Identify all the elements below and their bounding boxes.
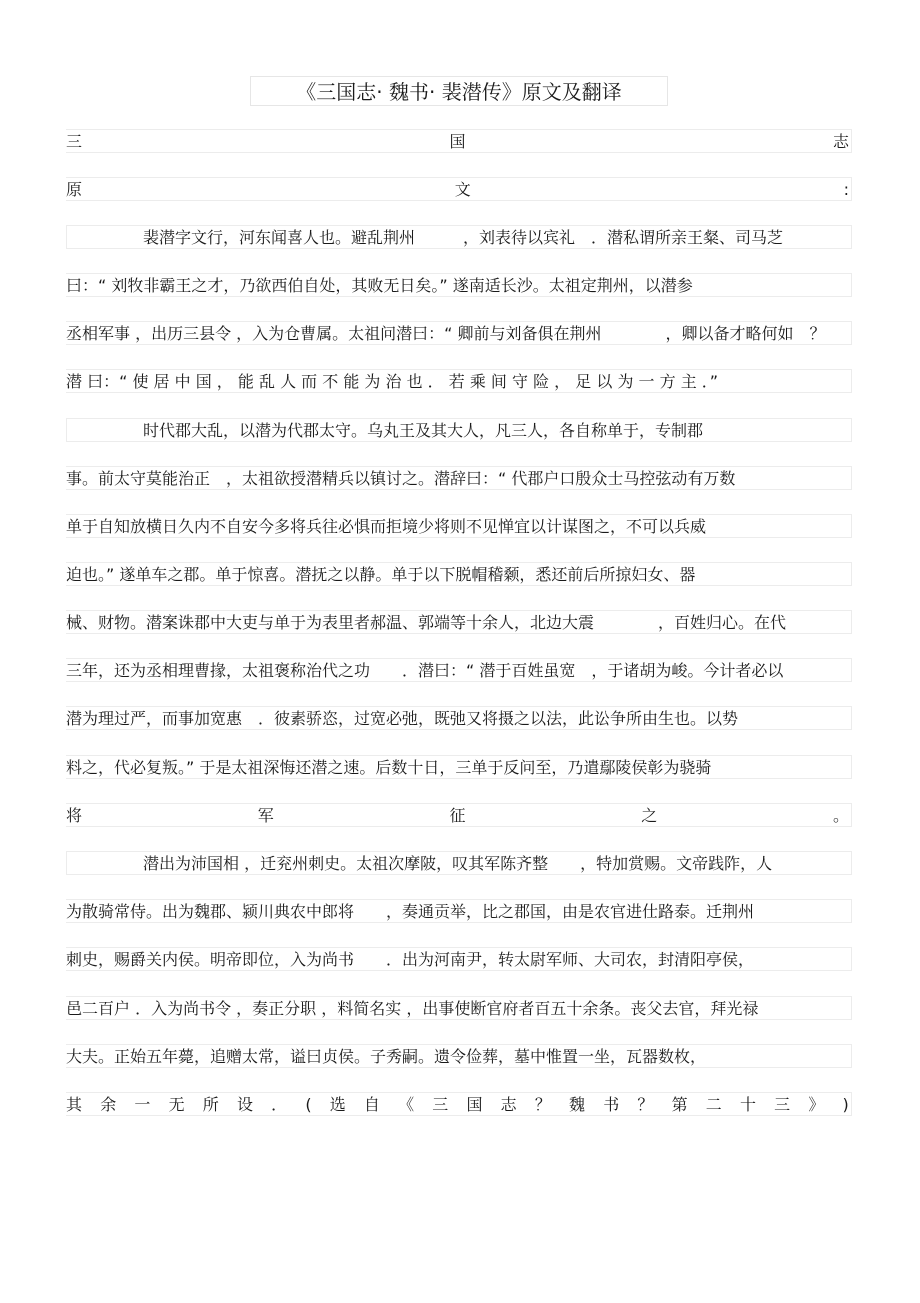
text-line: 曰：“ 刘牧非霸王之才，乃欲西伯自处，其败无日矣。” 遂南适长沙。太祖定荆州，以潜参 bbox=[66, 273, 852, 297]
text-char: 所 bbox=[202, 1095, 219, 1114]
section-heading-original bbox=[66, 177, 852, 201]
text-line: 潜 曰：“ 使 居 中 国 ， 能 乱 人 而 不 能 为 治 也 ． 若 乘 间 守 险 ， 足 以 为 一 方 主 ．” bbox=[66, 369, 852, 393]
text-char: 无 bbox=[168, 1095, 185, 1114]
text-char: 书 bbox=[603, 1095, 620, 1114]
heading-char: 国 bbox=[449, 132, 466, 151]
text-char: 设 bbox=[236, 1095, 253, 1114]
heading-char: 三 bbox=[66, 132, 83, 151]
text-line: 料之，代必复叛。” 于是太祖深悔还潜之速。后数十日，三单于反问至，乃遣鄢陵侯彰为骁骑 bbox=[66, 755, 852, 779]
section-heading-sanguozhi bbox=[66, 129, 852, 153]
text-char: 其 bbox=[66, 1095, 83, 1114]
text-char: 征 bbox=[449, 806, 466, 825]
text-line: 邑二百户 ．入为尚书令 ，奏正分职 ，料简名实 ，出事使断官府者百五十余条。丧父去官，拜光禄 bbox=[66, 996, 852, 1020]
text-char: 军 bbox=[257, 806, 274, 825]
text-line: 三年，还为丞相理曹掾，太祖褒称治代之功 ．潜曰：“ 潜于百姓虽宽 ，于诸胡为峻。今计者必以 bbox=[66, 658, 852, 682]
heading-char: 志 bbox=[832, 132, 849, 151]
text-line: 迫也。” 遂单车之郡。单于惊喜。潜抚之以静。单于以下脱帽稽颡，悉还前后所掠妇女、器 bbox=[66, 562, 852, 586]
text-char: 志 bbox=[500, 1095, 517, 1114]
text-line-spaced bbox=[66, 803, 852, 827]
text-line: 潜出为沛国相 ，迁兖州刺史。太祖次摩陂，叹其军陈齐整 ，特加赏赐。文帝践阼，人 bbox=[66, 851, 852, 875]
text-char: ( bbox=[305, 1095, 312, 1114]
text-char: 余 bbox=[100, 1095, 117, 1114]
text-char: 选 bbox=[329, 1095, 346, 1114]
text-char: ？ bbox=[637, 1095, 654, 1114]
text-char: 国 bbox=[466, 1095, 483, 1114]
text-line-spaced bbox=[66, 1092, 852, 1116]
text-char: 将 bbox=[66, 806, 83, 825]
text-char: 三 bbox=[432, 1095, 449, 1114]
text-char: ． bbox=[271, 1095, 288, 1114]
heading-char: 原 bbox=[66, 180, 83, 199]
text-line: 事。前太守莫能治正 ，太祖欲授潜精兵以镇讨之。潜辞曰：“ 代郡户口殷众士马控弦动有万数 bbox=[66, 466, 852, 490]
text-char: 一 bbox=[134, 1095, 151, 1114]
text-line: 单于自知放横日久内不自安今多将兵往必惧而拒境少将则不见惮宜以计谋图之，不可以兵威 bbox=[66, 514, 852, 538]
text-char: 》 bbox=[808, 1095, 825, 1114]
text-line: 裴潜字文行，河东闻喜人也。避乱荆州 ，刘表待以宾礼 ．潜私谓所亲王粲、司马芝 bbox=[66, 225, 852, 249]
text-line: 潜为理过严，而事加宽惠 ．彼素骄恣，过宽必弛，既弛又将摄之以法，此讼争所由生也。以势 bbox=[66, 706, 852, 730]
text-char: 十 bbox=[739, 1095, 756, 1114]
text-line: 时代郡大乱，以潜为代郡太守。乌丸王及其大人，凡三人，各自称单于，专制郡 bbox=[66, 418, 852, 442]
text-char: ？ bbox=[534, 1095, 551, 1114]
text-line: 大夫。正始五年薨，追赠太常，谥曰贞侯。子秀嗣。遗令俭葬，墓中惟置一坐，瓦器数枚， bbox=[66, 1044, 852, 1068]
text-char: 之 bbox=[641, 806, 658, 825]
text-char: 魏 bbox=[569, 1095, 586, 1114]
text-line: 械、财物。潜案诛郡中大吏与单于为表里者郝温、郭端等十余人，北边大震 ，百姓归心。在代 bbox=[66, 610, 852, 634]
text-char: ) bbox=[842, 1095, 849, 1114]
heading-char: 文 bbox=[454, 180, 471, 199]
page-title: 《三国志· 魏书· 裴潜传》原文及翻译 bbox=[250, 76, 668, 106]
text-char: 第 bbox=[671, 1095, 688, 1114]
text-char: 。 bbox=[832, 806, 849, 825]
text-line: 丞相军事 ，出历三县令 ，入为仓曹属。太祖问潜曰：“ 卿前与刘备俱在荆州 ，卿以备才略何如 ？ bbox=[66, 321, 852, 345]
text-char: 三 bbox=[774, 1095, 791, 1114]
text-char: 二 bbox=[705, 1095, 722, 1114]
text-char: 《 bbox=[398, 1095, 415, 1114]
heading-char: : bbox=[843, 180, 849, 199]
text-line: 刺史，赐爵关内侯。明帝即位，入为尚书 ．出为河南尹，转太尉军师、大司农，封清阳亭侯， bbox=[66, 947, 852, 971]
text-line: 为散骑常侍。出为魏郡、颍川典农中郎将 ，奏通贡举，比之郡国，由是农官进仕路泰。迁荆州 bbox=[66, 899, 852, 923]
text-char: 自 bbox=[363, 1095, 380, 1114]
